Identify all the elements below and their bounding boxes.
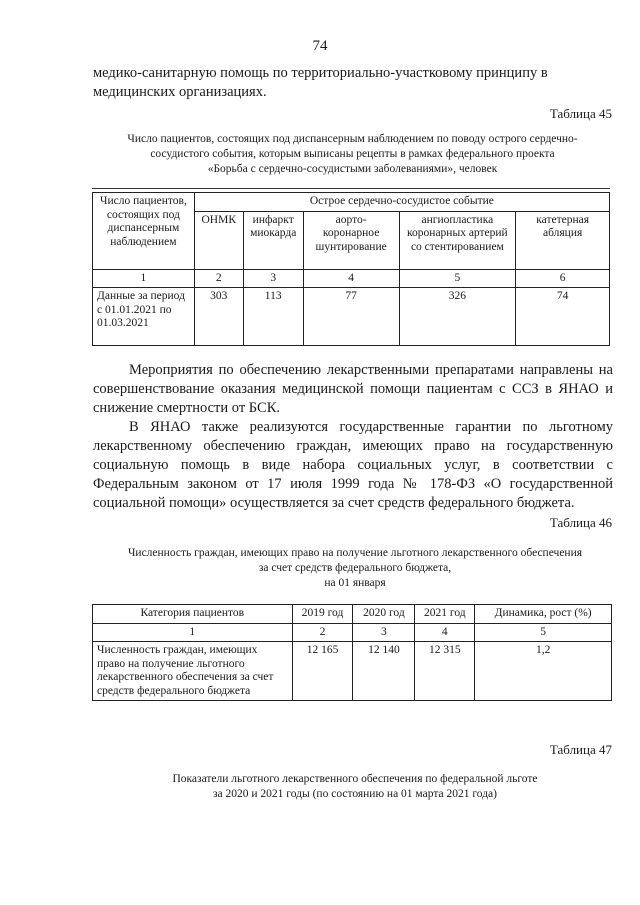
- table47-caption-line-2: за 2020 и 2021 годы (по состоянию на 01 марта 2021 года): [213, 788, 497, 800]
- table45-col-onmk: ОНМК: [194, 211, 243, 269]
- table46-caption-line-3: на 01 января: [324, 577, 386, 589]
- table45-value-angioplasty: 326: [399, 288, 516, 346]
- table46-header-category: Категория пациентов: [93, 605, 293, 624]
- table45-label: Таблица 45: [549, 106, 612, 121]
- table45-caption-line-2: сосудистого события, которым выписаны рецепты в рамках федерального проекта: [150, 148, 555, 160]
- table46-num-5: 5: [475, 623, 612, 642]
- table46-num-2: 2: [292, 623, 353, 642]
- table47-label: Таблица 47: [549, 742, 612, 757]
- table46-header-2020: 2020 год: [353, 605, 415, 624]
- table45-col-cabg: аорто-коронарное шунтирование: [303, 211, 399, 269]
- intro-line-2: медицинских организациях.: [93, 84, 267, 100]
- table46-label: Таблица 46: [549, 515, 612, 530]
- paragraph-state-guarantees: В ЯНАО также реализуются государственные гарантии по льготному лекарственному обеспечению граждан, имеющих право на государственную социальную помощь в виде набора социальных услуг, в соответствии с Федеральным законом от 17 июля 1999 года № 178-ФЗ «О государственной социальной помощи» осуществляется за счет средств федерального бюджета.: [93, 419, 613, 511]
- table46-num-3: 3: [353, 623, 415, 642]
- table46-num-1: 1: [93, 623, 293, 642]
- table46-row-label: Численность граждан, имеющих право на получение льготного лекарственного обеспечения за счет средств федерального бюджета: [93, 642, 293, 701]
- table45-col-angioplasty: ангиопластика коронарных артерий со стентированием: [399, 211, 516, 269]
- table46-value-2019: 12 165: [292, 642, 353, 701]
- table46-caption-line-1: Численность граждан, имеющих право на получение льготного лекарственного обеспечения: [127, 547, 583, 559]
- table45-caption-line-1: Число пациентов, состоящих под диспансерным наблюдением по поводу острого сердечно-: [127, 133, 578, 145]
- table45-caption-line-3: «Борьба с сердечно-сосудистыми заболеваниями», человек: [207, 163, 498, 175]
- table45-num-4: 4: [303, 269, 399, 288]
- table45-num-3: 3: [243, 269, 303, 288]
- table45-value-ablation: 74: [516, 288, 610, 346]
- table45: [92, 192, 610, 346]
- table45-data-row-label: Данные за период с 01.01.2021 по 01.03.2021: [93, 288, 195, 346]
- table45-value-infarct: 113: [243, 288, 303, 346]
- table45-num-5: 5: [399, 269, 516, 288]
- table46-header-dynamics: Динамика, рост (%): [475, 605, 612, 624]
- table45-top-rule: [92, 188, 610, 189]
- intro-line-1: медико-санитарную помощь по территориально-участковому принципу в: [93, 65, 548, 81]
- table46-caption: [85, 546, 625, 591]
- table45-group-header: Острое сердечно-сосудистое событие: [194, 193, 609, 212]
- table45-value-onmk: 303: [194, 288, 243, 346]
- table46: [92, 604, 612, 701]
- table45-col-infarct: инфаркт миокарда: [243, 211, 303, 269]
- table46-caption-line-2: за счет средств федерального бюджета,: [258, 562, 452, 574]
- table45-num-6: 6: [516, 269, 610, 288]
- table45-value-cabg: 77: [303, 288, 399, 346]
- table46-header-2021: 2021 год: [415, 605, 475, 624]
- table47-caption: [85, 772, 625, 802]
- table46-num-4: 4: [415, 623, 475, 642]
- table46-value-2020: 12 140: [353, 642, 415, 701]
- table45-num-1: 1: [93, 269, 195, 288]
- table46-value-2021: 12 315: [415, 642, 475, 701]
- table45-caption: [85, 132, 620, 177]
- page-number: 74: [312, 38, 328, 54]
- table45-col-ablation: катетерная абляция: [516, 211, 610, 269]
- table45-row-header: Число пациентов, состоящих под диспансерным наблюдением: [93, 193, 195, 270]
- paragraph-drug-provision: Мероприятия по обеспечению лекарственными препаратами направлены на совершенствование оказания медицинской помощи пациентам с ССЗ в ЯНАО и снижение смертности от БСК.: [93, 362, 613, 416]
- table45-num-2: 2: [194, 269, 243, 288]
- table46-header-2019: 2019 год: [292, 605, 353, 624]
- table46-value-dynamics: 1,2: [475, 642, 612, 701]
- table47-caption-line-1: Показатели льготного лекарственного обеспечения по федеральной льготе: [172, 773, 538, 785]
